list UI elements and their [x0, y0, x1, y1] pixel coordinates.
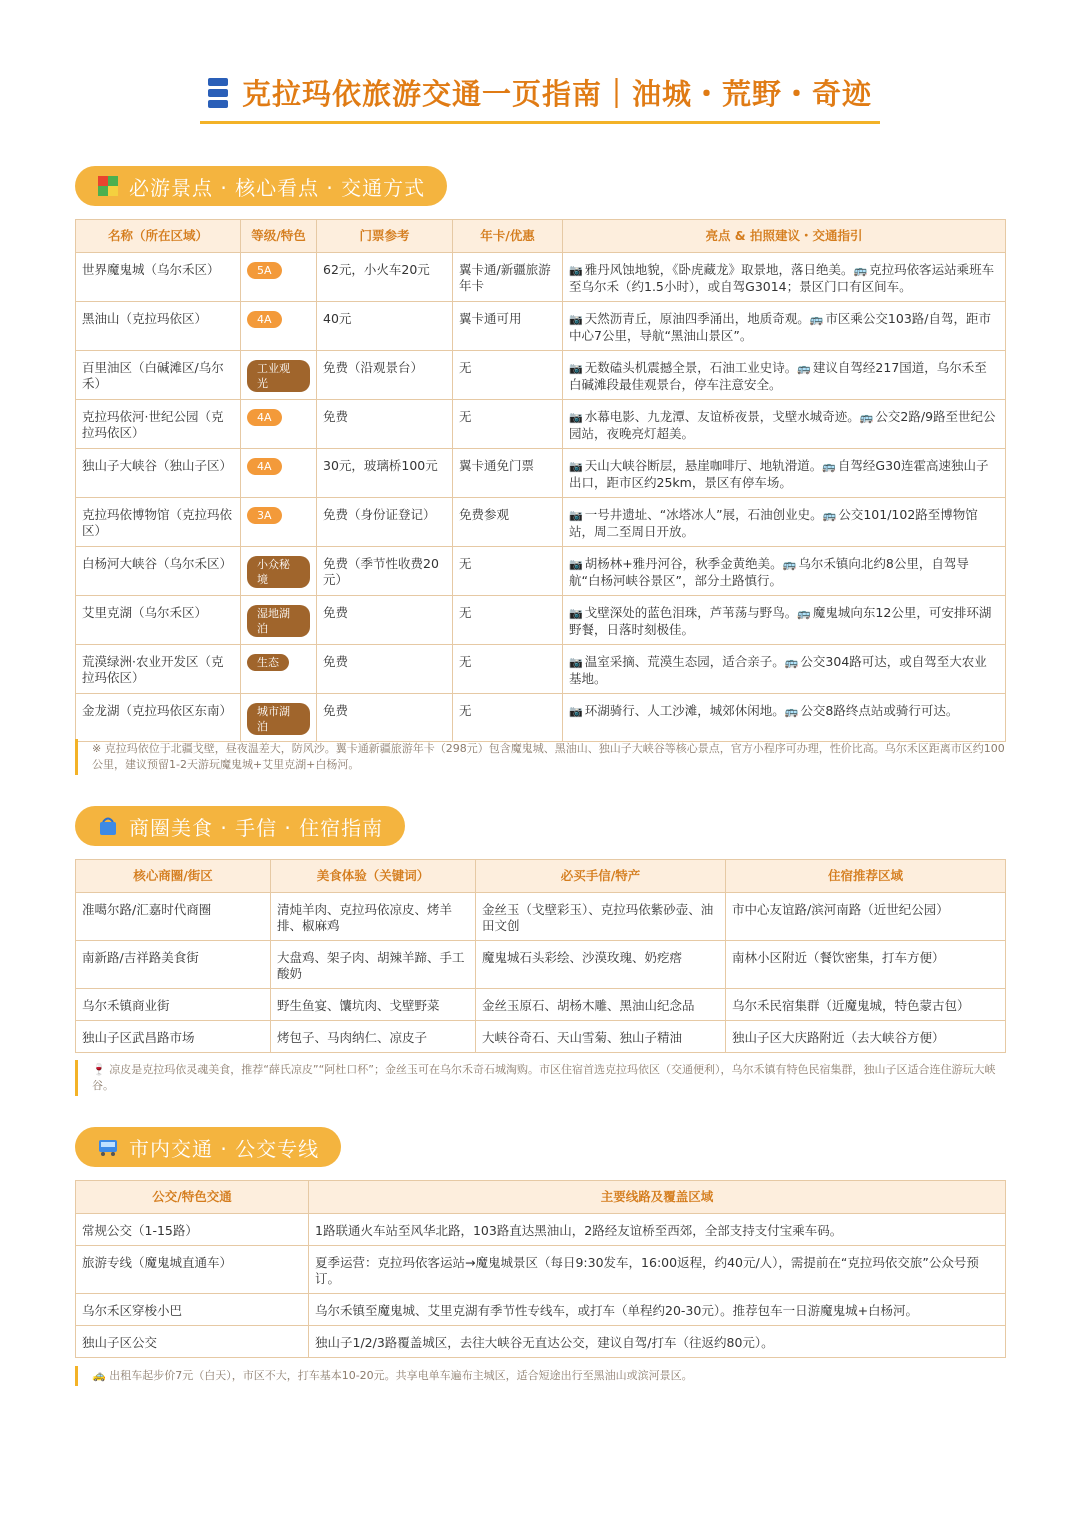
- column-header: 名称（所在区域）: [76, 220, 241, 253]
- table-cell: 独山子区武昌路市场: [76, 1021, 271, 1053]
- table-cell: 准噶尔路/汇嘉时代商圈: [76, 893, 271, 941]
- highlight-text: 胡杨林+雅丹河谷，秋季金黄绝美。: [584, 556, 783, 571]
- note-text: 出租车起步价7元（白天），市区不大，打车基本10-20元。共享电单车遍布主城区，适合短途出行至黑油山或滨河景区。: [109, 1369, 693, 1382]
- highlight-cell: [563, 547, 1006, 596]
- table-cell: 烤包子、马肉纳仁、凉皮子: [271, 1021, 476, 1053]
- table-cell: 独山子1/2/3路覆盖城区，去往大峡谷无直达公交，建议自驾/打车（往返约80元）。: [309, 1326, 1006, 1358]
- highlight-text: 温室采摘、荒漠生态园，适合亲子。: [584, 654, 785, 669]
- highlight-cell: [563, 694, 1006, 742]
- table-cell: 南新路/吉祥路美食街: [76, 941, 271, 989]
- drink-icon: 🍷: [92, 1063, 106, 1076]
- table-row: [76, 449, 1006, 498]
- column-header: 核心商圈/街区: [76, 860, 271, 893]
- section-title: 市内交通 · 公交专线: [129, 1136, 320, 1161]
- spot-level-cell: [241, 596, 317, 645]
- transport-icon: 🚌: [784, 705, 799, 718]
- page-header: [0, 72, 1080, 124]
- table-header-row: [76, 220, 1006, 253]
- table-row: [76, 1246, 1006, 1294]
- ticket-price: 免费: [317, 596, 453, 645]
- transport-icon: 🚌: [782, 558, 797, 571]
- transport-icon: 🚌: [784, 656, 799, 669]
- table-row: [76, 302, 1006, 351]
- highlight-cell: [563, 400, 1006, 449]
- level-badge: 生态: [247, 654, 289, 671]
- spot-level-cell: [241, 694, 317, 742]
- table-row: [76, 1214, 1006, 1246]
- highlight-cell: [563, 449, 1006, 498]
- spot-level-cell: [241, 645, 317, 694]
- note-attractions: ※ 克拉玛依位于北疆戈壁，昼夜温差大，防风沙。翼卡通新疆旅游年卡（298元）包含魔鬼城、黑油山、独山子大峡谷等核心景点，官方小程序可办理，性价比高。乌尔禾区距离市区约100公里，建议预留1-2天游玩魔鬼城+艾里克湖+白杨河。: [75, 739, 1012, 775]
- camera-icon: 📷: [569, 411, 583, 424]
- table-cell: 旅游专线（魔鬼城直通车）: [76, 1246, 309, 1294]
- table-row: [76, 547, 1006, 596]
- card-discount: 免费参观: [453, 498, 563, 547]
- camera-icon: 📷: [569, 656, 583, 669]
- note-text: 凉皮是克拉玛依灵魂美食，推荐“薛氏凉皮”“阿杜口杯”；金丝玉可在乌尔禾奇石城淘购。市区住宿首选克拉玛依区（交通便利），乌尔禾镇有特色民宿集群，独山子区适合连住游玩大峡谷。: [92, 1063, 996, 1092]
- highlight-text: 戈壁深处的蓝色泪珠，芦苇荡与野鸟。: [584, 605, 798, 620]
- card-discount: 无: [453, 596, 563, 645]
- shopping-bag-icon: [97, 815, 119, 837]
- attractions-table: [75, 219, 1006, 742]
- level-badge: 湿地湖泊: [247, 605, 310, 637]
- transport-icon: 🚌: [809, 313, 824, 326]
- table-cell: 夏季运营：克拉玛依客运站→魔鬼城景区（每日9:30发车，16:00返程，约40元/人），需提前在“克拉玛依交旅”公众号预订。: [309, 1246, 1006, 1294]
- page-title: 克拉玛依旅游交通一页指南｜油城・荒野・奇迹: [241, 77, 872, 111]
- table-cell: 南林小区附近（餐饮密集，打车方便）: [726, 941, 1006, 989]
- highlight-text: 天然沥青丘，原油四季涌出，地质奇观。: [584, 311, 810, 326]
- highlight-cell: [563, 645, 1006, 694]
- ticket-price: 免费（沿观景台）: [317, 351, 453, 400]
- camera-icon: 📷: [569, 460, 583, 473]
- level-badge: 4A: [247, 409, 282, 426]
- table-cell: 乌尔禾镇至魔鬼城、艾里克湖有季节性专线车，或打车（单程约20-30元）。推荐包车一日游魔鬼城+白杨河。: [309, 1294, 1006, 1326]
- camera-icon: 📷: [569, 313, 583, 326]
- spot-level-cell: [241, 400, 317, 449]
- highlight-text: 无数磕头机震撼全景，石油工业史诗。: [584, 360, 798, 375]
- transport-text: 魔鬼城向东12公里，可安排环湖野餐，日落时刻极佳。: [569, 605, 992, 637]
- highlight-text: 水幕电影、九龙潭、友谊桥夜景，戈壁水城奇迹。: [584, 409, 860, 424]
- transport-text: 公交304路可达，或自驾至大农业基地。: [569, 654, 987, 686]
- bus-icon: [97, 1136, 119, 1158]
- table-row: [76, 893, 1006, 941]
- card-discount: 无: [453, 547, 563, 596]
- card-discount: 翼卡通免门票: [453, 449, 563, 498]
- table-cell: 乌尔禾镇商业街: [76, 989, 271, 1021]
- puzzle-icon: [97, 175, 119, 197]
- transit-table: [75, 1180, 1006, 1358]
- spot-level-cell: [241, 498, 317, 547]
- note-food: [75, 1060, 1012, 1096]
- highlight-text: 雅丹风蚀地貌，《卧虎藏龙》取景地，落日绝美。: [584, 262, 854, 277]
- table-row: [76, 596, 1006, 645]
- spot-name: 世界魔鬼城（乌尔禾区）: [76, 253, 241, 302]
- spot-level-cell: [241, 302, 317, 351]
- table-row: [76, 253, 1006, 302]
- page-title-row: [200, 72, 880, 124]
- table-cell: 独山子区大庆路附近（去大峡谷方便）: [726, 1021, 1006, 1053]
- camera-icon: 📷: [569, 705, 583, 718]
- section-title: 必游景点 · 核心看点 · 交通方式: [129, 175, 426, 200]
- transport-icon: 🚌: [797, 362, 811, 375]
- column-header: 门票参考: [317, 220, 453, 253]
- table-row: [76, 645, 1006, 694]
- level-badge: 小众秘境: [247, 556, 310, 588]
- table-header-row: [76, 860, 1006, 893]
- table-cell: 野生鱼宴、馕坑肉、戈壁野菜: [271, 989, 476, 1021]
- transport-icon: 🚌: [853, 264, 868, 277]
- card-discount: 无: [453, 351, 563, 400]
- column-header: 亮点 & 拍照建议・交通指引: [563, 220, 1006, 253]
- spot-level-cell: [241, 449, 317, 498]
- level-badge: 工业观光: [247, 360, 310, 392]
- ticket-price: 62元，小火车20元: [317, 253, 453, 302]
- camera-icon: 📷: [569, 362, 583, 375]
- camera-icon: 📷: [569, 558, 583, 571]
- table-row: [76, 400, 1006, 449]
- section-header-attractions: [75, 166, 447, 206]
- table-header-row: [76, 1181, 1006, 1214]
- ticket-price: 免费（身份证登记）: [317, 498, 453, 547]
- level-badge: 4A: [247, 458, 282, 475]
- column-header: 必买手信/特产: [476, 860, 726, 893]
- column-header: 公交/特色交通: [76, 1181, 309, 1214]
- table-row: [76, 941, 1006, 989]
- spot-level-cell: [241, 547, 317, 596]
- transport-icon: 🚌: [822, 460, 836, 473]
- card-discount: 翼卡通可用: [453, 302, 563, 351]
- table-row: [76, 351, 1006, 400]
- highlight-cell: [563, 498, 1006, 547]
- transport-text: 建议自驾经217国道，乌尔禾至白碱滩段最佳观景台，停车注意安全。: [569, 360, 987, 392]
- table-cell: 乌尔禾民宿集群（近魔鬼城，特色蒙古包）: [726, 989, 1006, 1021]
- table-cell: 魔鬼城石头彩绘、沙漠玫瑰、奶疙瘩: [476, 941, 726, 989]
- level-badge: 3A: [247, 507, 282, 524]
- table-row: [76, 1326, 1006, 1358]
- section-header-food: [75, 806, 405, 846]
- transport-icon: 🚌: [822, 509, 837, 522]
- spot-name: 白杨河大峡谷（乌尔禾区）: [76, 547, 241, 596]
- column-header: 美食体验（关键词）: [271, 860, 476, 893]
- highlight-cell: [563, 351, 1006, 400]
- spot-name: 克拉玛依河·世纪公园（克拉玛依区）: [76, 400, 241, 449]
- table-row: [76, 1294, 1006, 1326]
- oil-barrel-icon: [208, 78, 228, 108]
- spot-name: 艾里克湖（乌尔禾区）: [76, 596, 241, 645]
- food-table: [75, 859, 1006, 1053]
- ticket-price: 免费: [317, 694, 453, 742]
- card-discount: 无: [453, 400, 563, 449]
- table-cell: 常规公交（1-15路）: [76, 1214, 309, 1246]
- ticket-price: 40元: [317, 302, 453, 351]
- ticket-price: 免费: [317, 645, 453, 694]
- transport-text: 乌尔禾镇向北约8公里，自驾导航“白杨河峡谷景区”，部分土路慎行。: [569, 556, 969, 588]
- spot-name: 独山子大峡谷（独山子区）: [76, 449, 241, 498]
- column-header: 住宿推荐区域: [726, 860, 1006, 893]
- transport-text: 克拉玛依客运站乘班车至乌尔禾（约1.5小时），或自驾G3014；景区门口有区间车。: [569, 262, 995, 294]
- table-cell: 大盘鸡、架子肉、胡辣羊蹄、手工酸奶: [271, 941, 476, 989]
- level-badge: 4A: [247, 311, 282, 328]
- level-badge: 城市湖泊: [247, 703, 310, 735]
- table-cell: 清炖羊肉、克拉玛依凉皮、烤羊排、椒麻鸡: [271, 893, 476, 941]
- spot-name: 百里油区（白碱滩区/乌尔禾）: [76, 351, 241, 400]
- table-row: [76, 694, 1006, 742]
- transport-text: 公交8路终点站或骑行可达。: [800, 703, 959, 718]
- level-badge: 5A: [247, 262, 282, 279]
- highlight-cell: [563, 302, 1006, 351]
- table-cell: 市中心友谊路/滨河南路（近世纪公园）: [726, 893, 1006, 941]
- spot-level-cell: [241, 351, 317, 400]
- ticket-price: 30元，玻璃桥100元: [317, 449, 453, 498]
- spot-name: 黑油山（克拉玛依区）: [76, 302, 241, 351]
- transport-text: 市区乘公交103路/自驾，距市中心7公里，导航“黑油山景区”。: [569, 311, 991, 343]
- table-cell: 独山子区公交: [76, 1326, 309, 1358]
- highlight-cell: [563, 596, 1006, 645]
- card-discount: 翼卡通/新疆旅游年卡: [453, 253, 563, 302]
- highlight-text: 天山大峡谷断层，悬崖咖啡厅、地轨滑道。: [584, 458, 823, 473]
- table-cell: 大峡谷奇石、天山雪菊、独山子精油: [476, 1021, 726, 1053]
- card-discount: 无: [453, 694, 563, 742]
- transport-icon: 🚌: [797, 607, 811, 620]
- table-row: [76, 989, 1006, 1021]
- table-cell: 乌尔禾区穿梭小巴: [76, 1294, 309, 1326]
- ticket-price: 免费（季节性收费20元）: [317, 547, 453, 596]
- camera-icon: 📷: [569, 264, 583, 277]
- spot-name: 克拉玛依博物馆（克拉玛依区）: [76, 498, 241, 547]
- highlight-text: 环湖骑行、人工沙滩，城郊休闲地。: [584, 703, 785, 718]
- table-cell: 金丝玉原石、胡杨木雕、黑油山纪念品: [476, 989, 726, 1021]
- transport-text: 公交101/102路至博物馆站，周二至周日开放。: [569, 507, 978, 539]
- section-header-transit: [75, 1127, 341, 1167]
- table-row: [76, 1021, 1006, 1053]
- card-discount: 无: [453, 645, 563, 694]
- highlight-text: 一号井遗址、“冰塔冰人”展，石油创业史。: [584, 507, 823, 522]
- spot-name: 金龙湖（克拉玛依区东南）: [76, 694, 241, 742]
- spot-level-cell: [241, 253, 317, 302]
- transport-text: 公交2路/9路至世纪公园站，夜晚亮灯超美。: [569, 409, 996, 441]
- table-cell: 金丝玉（戈壁彩玉）、克拉玛依紫砂壶、油田文创: [476, 893, 726, 941]
- column-header: 年卡/优惠: [453, 220, 563, 253]
- transport-icon: 🚌: [859, 411, 874, 424]
- taxi-icon: 🚕: [92, 1369, 106, 1382]
- transport-text: 自驾经G30连霍高速独山子出口，距市区约25km，景区有停车场。: [569, 458, 989, 490]
- column-header: 等级/特色: [241, 220, 317, 253]
- camera-icon: 📷: [569, 607, 583, 620]
- camera-icon: 📷: [569, 509, 583, 522]
- note-transit: [75, 1366, 1012, 1386]
- ticket-price: 免费: [317, 400, 453, 449]
- column-header: 主要线路及覆盖区域: [309, 1181, 1006, 1214]
- table-row: [76, 498, 1006, 547]
- table-cell: 1路联通火车站至风华北路，103路直达黑油山，2路经友谊桥至西郊，全部支持支付宝乘车码。: [309, 1214, 1006, 1246]
- section-title: 商圈美食 · 手信 · 住宿指南: [129, 815, 384, 840]
- spot-name: 荒漠绿洲·农业开发区（克拉玛依区）: [76, 645, 241, 694]
- highlight-cell: [563, 253, 1006, 302]
